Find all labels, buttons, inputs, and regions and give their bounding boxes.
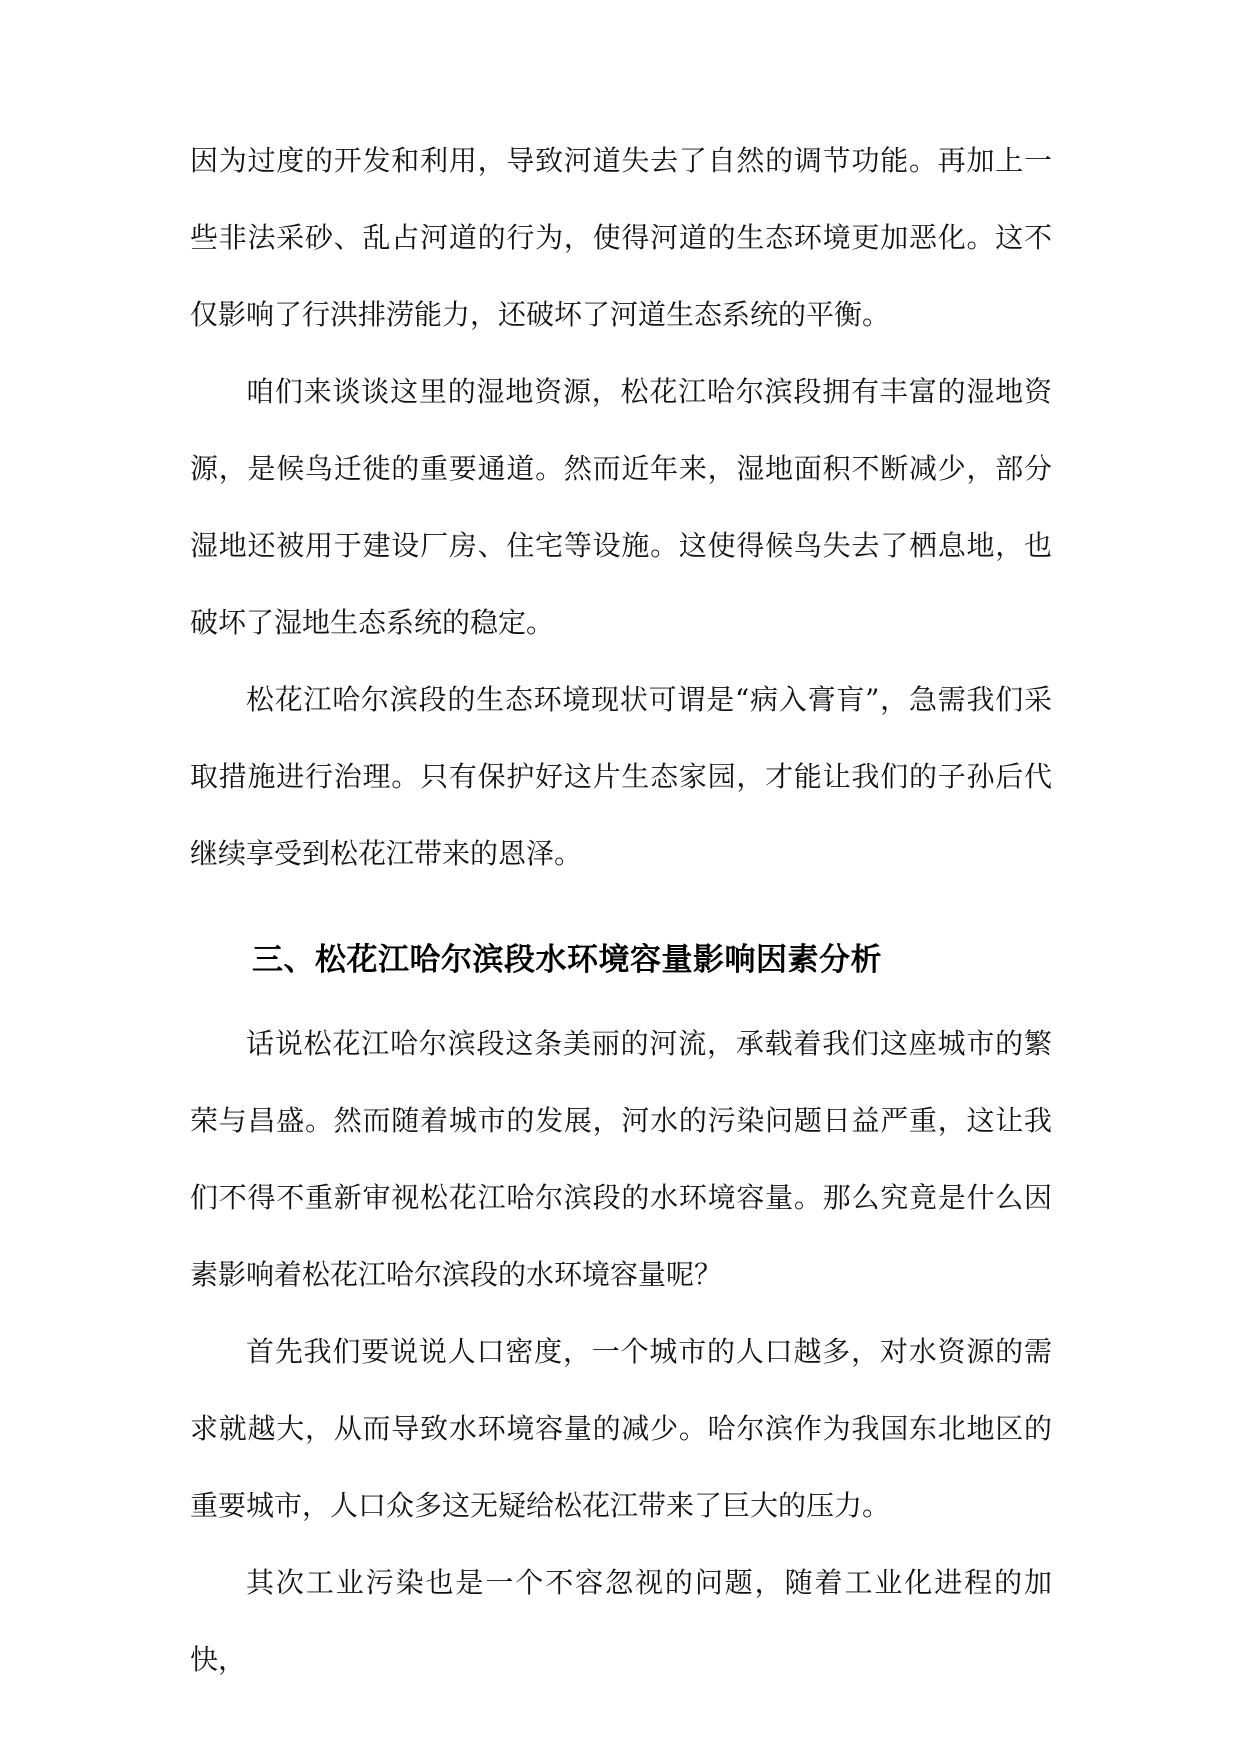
paragraph-ecology-status: 松花江哈尔滨段的生态环境现状可谓是“病入膏肓”，急需我们采取措施进行治理。只有保护好这片生态家园，才能让我们的子孙后代继续享受到松花江带来的恩泽。 — [190, 683, 1052, 870]
paragraph-industrial-pollution: 其次工业污染也是一个不容忽视的问题，随着工业化进程的加快， — [190, 1566, 1052, 1676]
paragraph-continuation: 因为过度的开发和利用，导致河道失去了自然的调节功能。再加上一些非法采砂、乱占河道的行为，使得河道的生态环境更加恶化。这不仅影响了行洪排涝能力，还破坏了河道生态系统的平衡。 — [190, 144, 1052, 331]
document-body — [190, 122, 1052, 1698]
section-heading: 三、松花江哈尔滨段水环境容量影响因素分析 — [252, 942, 882, 978]
paragraph-wetland-resources: 咱们来谈谈这里的湿地资源，松花江哈尔滨段拥有丰富的湿地资源，是候鸟迁徙的重要通道。然而近年来，湿地面积不断减少，部分湿地还被用于建设厂房、住宅等设施。这使得候鸟失去了栖息地，也破坏了湿地生态系统的稳定。 — [190, 375, 1052, 639]
paragraph-population-density: 首先我们要说说人口密度，一个城市的人口越多，对水资源的需求就越大，从而导致水环境容量的减少。哈尔滨作为我国东北地区的重要城市，人口众多这无疑给松花江带来了巨大的压力。 — [190, 1335, 1052, 1522]
paragraph-introduction: 话说松花江哈尔滨段这条美丽的河流，承载着我们这座城市的繁荣与昌盛。然而随着城市的发展，河水的污染问题日益严重，这让我们不得不重新审视松花江哈尔滨段的水环境容量。那么究竟是什么因素影响着松花江哈尔滨段的水环境容量呢？ — [190, 1027, 1052, 1291]
